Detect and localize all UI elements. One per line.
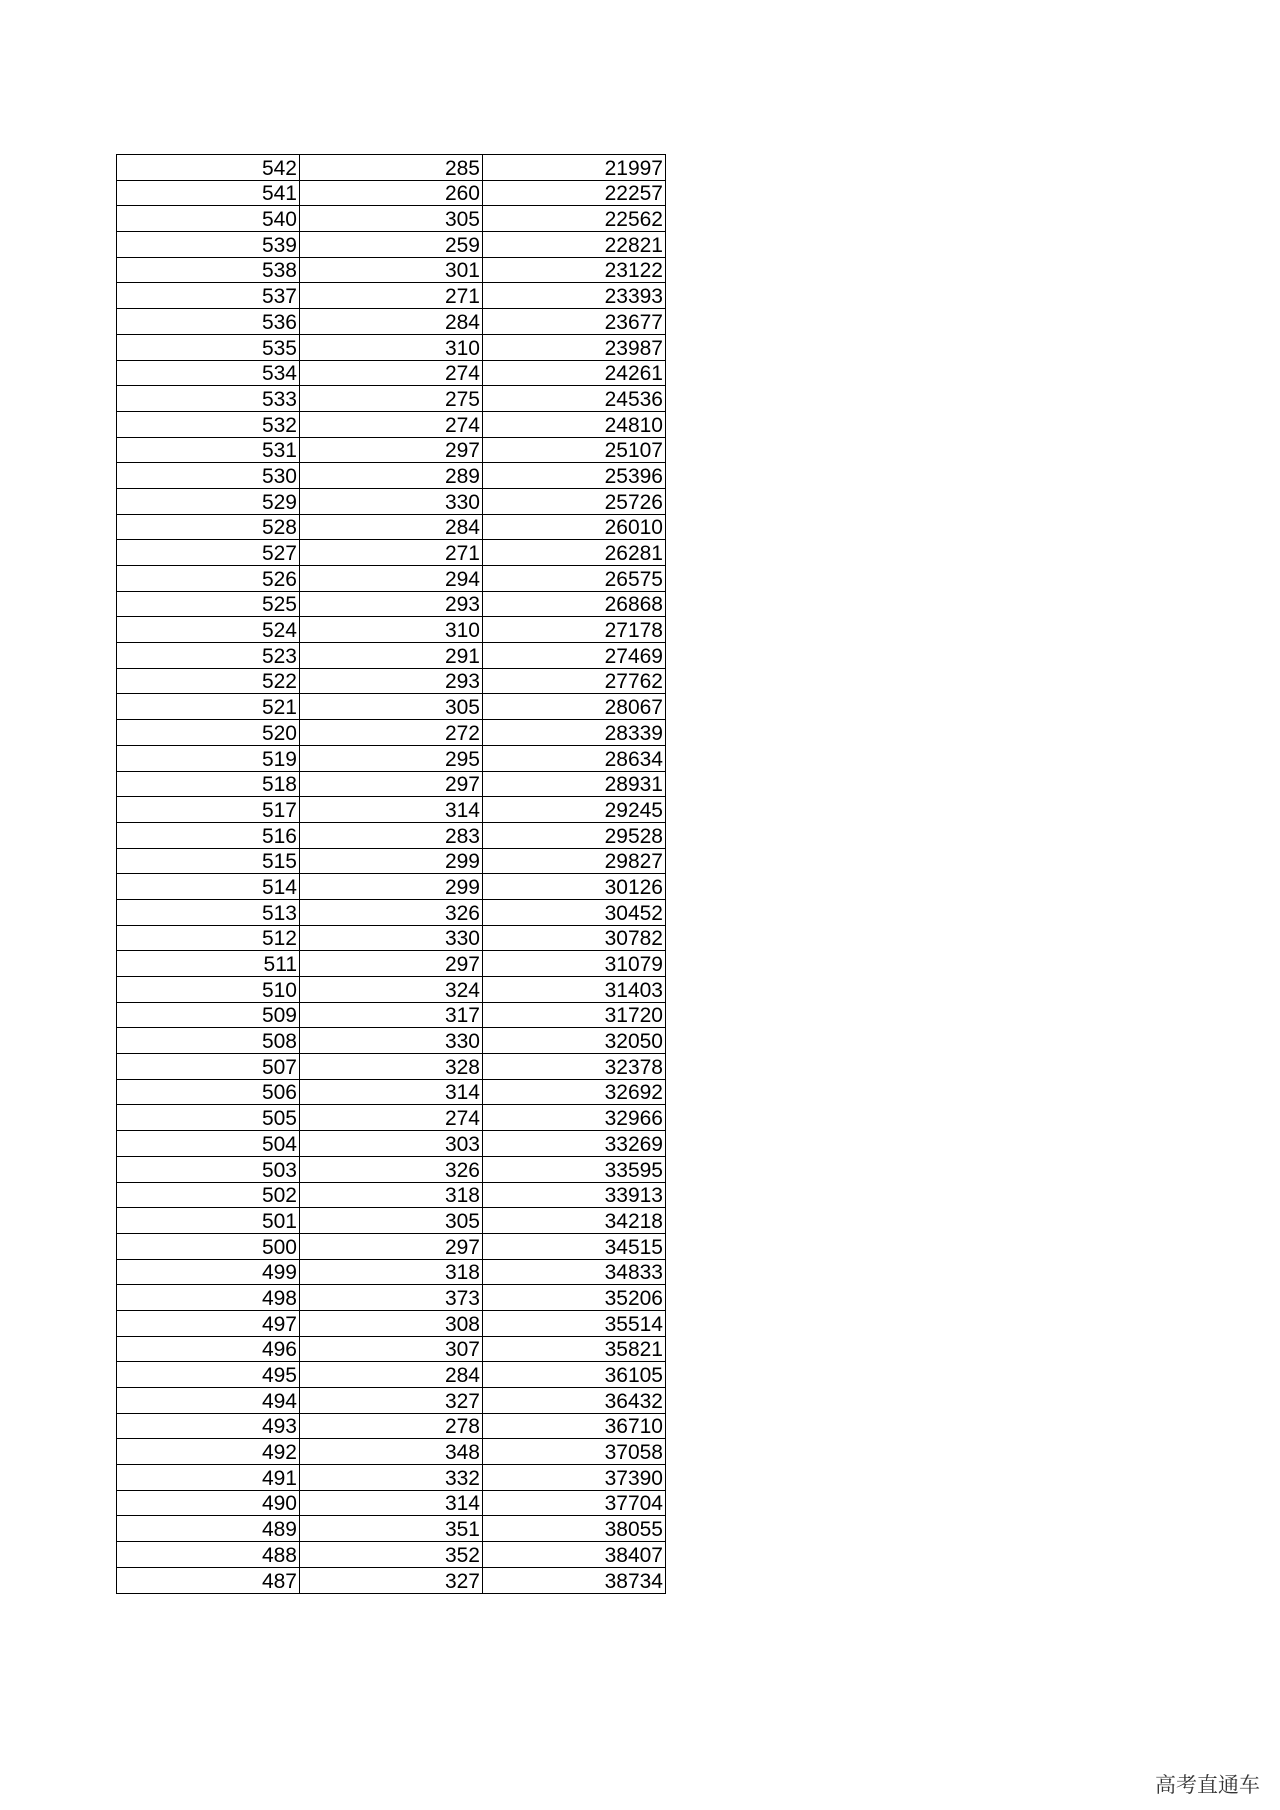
table-row xyxy=(117,283,666,309)
count-cell: 283 xyxy=(300,822,483,848)
count-cell: 327 xyxy=(300,1388,483,1414)
score-cell: 539 xyxy=(117,232,300,258)
score-cell: 511 xyxy=(117,951,300,977)
table-row xyxy=(117,745,666,771)
table-row xyxy=(117,309,666,335)
cumulative-cell: 32378 xyxy=(483,1054,666,1080)
cumulative-cell: 23677 xyxy=(483,309,666,335)
count-cell: 318 xyxy=(300,1259,483,1285)
count-cell: 326 xyxy=(300,899,483,925)
cumulative-cell: 34218 xyxy=(483,1208,666,1234)
score-cell: 499 xyxy=(117,1259,300,1285)
cumulative-cell: 25396 xyxy=(483,463,666,489)
count-cell: 284 xyxy=(300,309,483,335)
score-cell: 515 xyxy=(117,848,300,874)
count-cell: 327 xyxy=(300,1567,483,1593)
cumulative-cell: 24810 xyxy=(483,411,666,437)
score-cell: 510 xyxy=(117,977,300,1003)
score-cell: 490 xyxy=(117,1490,300,1516)
cumulative-cell: 32050 xyxy=(483,1028,666,1054)
score-cell: 518 xyxy=(117,771,300,797)
score-cell: 509 xyxy=(117,1002,300,1028)
table-row xyxy=(117,1567,666,1593)
cumulative-cell: 38734 xyxy=(483,1567,666,1593)
score-cell: 534 xyxy=(117,360,300,386)
cumulative-cell: 28931 xyxy=(483,771,666,797)
cumulative-cell: 32966 xyxy=(483,1105,666,1131)
table-row xyxy=(117,925,666,951)
count-cell: 274 xyxy=(300,360,483,386)
count-cell: 297 xyxy=(300,771,483,797)
cumulative-cell: 31720 xyxy=(483,1002,666,1028)
table-row xyxy=(117,540,666,566)
score-cell: 538 xyxy=(117,257,300,283)
count-cell: 259 xyxy=(300,232,483,258)
table-row xyxy=(117,488,666,514)
score-cell: 524 xyxy=(117,617,300,643)
count-cell: 299 xyxy=(300,874,483,900)
count-cell: 308 xyxy=(300,1310,483,1336)
table-row xyxy=(117,1439,666,1465)
table-row xyxy=(117,1131,666,1157)
score-cell: 508 xyxy=(117,1028,300,1054)
table-row xyxy=(117,848,666,874)
cumulative-cell: 23393 xyxy=(483,283,666,309)
score-cell: 513 xyxy=(117,899,300,925)
table-row xyxy=(117,1054,666,1080)
cumulative-cell: 26868 xyxy=(483,591,666,617)
score-cell: 488 xyxy=(117,1542,300,1568)
table-row xyxy=(117,566,666,592)
score-distribution-table xyxy=(116,154,666,1594)
cumulative-cell: 29528 xyxy=(483,822,666,848)
table-row xyxy=(117,1516,666,1542)
score-cell: 526 xyxy=(117,566,300,592)
cumulative-cell: 31403 xyxy=(483,977,666,1003)
count-cell: 274 xyxy=(300,1105,483,1131)
score-cell: 527 xyxy=(117,540,300,566)
cumulative-cell: 38055 xyxy=(483,1516,666,1542)
count-cell: 284 xyxy=(300,1362,483,1388)
count-cell: 297 xyxy=(300,951,483,977)
count-cell: 324 xyxy=(300,977,483,1003)
table-row xyxy=(117,206,666,232)
cumulative-cell: 34515 xyxy=(483,1233,666,1259)
table-row xyxy=(117,668,666,694)
score-cell: 541 xyxy=(117,180,300,206)
table-row xyxy=(117,232,666,258)
table-row xyxy=(117,437,666,463)
table-row xyxy=(117,617,666,643)
count-cell: 314 xyxy=(300,797,483,823)
cumulative-cell: 24536 xyxy=(483,386,666,412)
cumulative-cell: 33913 xyxy=(483,1182,666,1208)
table-body xyxy=(117,155,666,1594)
table-row xyxy=(117,411,666,437)
score-cell: 540 xyxy=(117,206,300,232)
table-row xyxy=(117,1310,666,1336)
score-cell: 504 xyxy=(117,1131,300,1157)
count-cell: 297 xyxy=(300,1233,483,1259)
table-row xyxy=(117,1208,666,1234)
cumulative-cell: 37704 xyxy=(483,1490,666,1516)
count-cell: 291 xyxy=(300,643,483,669)
table-row xyxy=(117,1233,666,1259)
table-row xyxy=(117,822,666,848)
count-cell: 326 xyxy=(300,1156,483,1182)
count-cell: 289 xyxy=(300,463,483,489)
score-cell: 505 xyxy=(117,1105,300,1131)
count-cell: 293 xyxy=(300,591,483,617)
score-cell: 507 xyxy=(117,1054,300,1080)
count-cell: 348 xyxy=(300,1439,483,1465)
score-cell: 496 xyxy=(117,1336,300,1362)
cumulative-cell: 27762 xyxy=(483,668,666,694)
score-cell: 535 xyxy=(117,334,300,360)
count-cell: 332 xyxy=(300,1465,483,1491)
count-cell: 285 xyxy=(300,155,483,181)
cumulative-cell: 26281 xyxy=(483,540,666,566)
table-row xyxy=(117,694,666,720)
count-cell: 373 xyxy=(300,1285,483,1311)
table-row xyxy=(117,1259,666,1285)
count-cell: 314 xyxy=(300,1490,483,1516)
count-cell: 299 xyxy=(300,848,483,874)
cumulative-cell: 22821 xyxy=(483,232,666,258)
cumulative-cell: 22257 xyxy=(483,180,666,206)
cumulative-cell: 36710 xyxy=(483,1413,666,1439)
score-cell: 528 xyxy=(117,514,300,540)
cumulative-cell: 25107 xyxy=(483,437,666,463)
cumulative-cell: 37390 xyxy=(483,1465,666,1491)
count-cell: 330 xyxy=(300,925,483,951)
table-row xyxy=(117,180,666,206)
table-row xyxy=(117,977,666,1003)
score-cell: 500 xyxy=(117,1233,300,1259)
count-cell: 297 xyxy=(300,437,483,463)
table-row xyxy=(117,899,666,925)
table-row xyxy=(117,591,666,617)
table-row xyxy=(117,1105,666,1131)
count-cell: 303 xyxy=(300,1131,483,1157)
score-cell: 536 xyxy=(117,309,300,335)
score-cell: 537 xyxy=(117,283,300,309)
cumulative-cell: 23122 xyxy=(483,257,666,283)
score-cell: 523 xyxy=(117,643,300,669)
count-cell: 305 xyxy=(300,1208,483,1234)
watermark-text: 高考直通车 xyxy=(1155,1773,1260,1797)
score-cell: 519 xyxy=(117,745,300,771)
table-row xyxy=(117,771,666,797)
table-row xyxy=(117,720,666,746)
score-cell: 494 xyxy=(117,1388,300,1414)
cumulative-cell: 35514 xyxy=(483,1310,666,1336)
count-cell: 310 xyxy=(300,617,483,643)
table-row xyxy=(117,1079,666,1105)
score-cell: 532 xyxy=(117,411,300,437)
score-cell: 516 xyxy=(117,822,300,848)
score-cell: 512 xyxy=(117,925,300,951)
cumulative-cell: 28634 xyxy=(483,745,666,771)
table-row xyxy=(117,1465,666,1491)
score-cell: 522 xyxy=(117,668,300,694)
score-cell: 491 xyxy=(117,1465,300,1491)
table-row xyxy=(117,1490,666,1516)
score-cell: 489 xyxy=(117,1516,300,1542)
cumulative-cell: 33269 xyxy=(483,1131,666,1157)
table-row xyxy=(117,463,666,489)
score-cell: 502 xyxy=(117,1182,300,1208)
score-cell: 542 xyxy=(117,155,300,181)
count-cell: 294 xyxy=(300,566,483,592)
cumulative-cell: 28067 xyxy=(483,694,666,720)
count-cell: 351 xyxy=(300,1516,483,1542)
cumulative-cell: 29245 xyxy=(483,797,666,823)
count-cell: 330 xyxy=(300,488,483,514)
cumulative-cell: 37058 xyxy=(483,1439,666,1465)
table-row xyxy=(117,334,666,360)
count-cell: 260 xyxy=(300,180,483,206)
cumulative-cell: 26010 xyxy=(483,514,666,540)
count-cell: 307 xyxy=(300,1336,483,1362)
cumulative-cell: 34833 xyxy=(483,1259,666,1285)
table-row xyxy=(117,386,666,412)
score-cell: 531 xyxy=(117,437,300,463)
table-row xyxy=(117,1362,666,1388)
cumulative-cell: 35206 xyxy=(483,1285,666,1311)
count-cell: 275 xyxy=(300,386,483,412)
cumulative-cell: 22562 xyxy=(483,206,666,232)
count-cell: 314 xyxy=(300,1079,483,1105)
cumulative-cell: 24261 xyxy=(483,360,666,386)
score-cell: 530 xyxy=(117,463,300,489)
table-row xyxy=(117,797,666,823)
table-row xyxy=(117,1336,666,1362)
count-cell: 284 xyxy=(300,514,483,540)
table-row xyxy=(117,1002,666,1028)
cumulative-cell: 30782 xyxy=(483,925,666,951)
table-row xyxy=(117,951,666,977)
table-row xyxy=(117,514,666,540)
table-row xyxy=(117,1156,666,1182)
count-cell: 272 xyxy=(300,720,483,746)
score-cell: 520 xyxy=(117,720,300,746)
table-row xyxy=(117,1182,666,1208)
table-row xyxy=(117,1388,666,1414)
count-cell: 305 xyxy=(300,206,483,232)
cumulative-cell: 23987 xyxy=(483,334,666,360)
cumulative-cell: 21997 xyxy=(483,155,666,181)
score-cell: 517 xyxy=(117,797,300,823)
cumulative-cell: 32692 xyxy=(483,1079,666,1105)
score-cell: 533 xyxy=(117,386,300,412)
table-row xyxy=(117,1285,666,1311)
count-cell: 293 xyxy=(300,668,483,694)
count-cell: 271 xyxy=(300,540,483,566)
cumulative-cell: 33595 xyxy=(483,1156,666,1182)
count-cell: 278 xyxy=(300,1413,483,1439)
table-row xyxy=(117,643,666,669)
count-cell: 352 xyxy=(300,1542,483,1568)
score-cell: 503 xyxy=(117,1156,300,1182)
score-cell: 529 xyxy=(117,488,300,514)
cumulative-cell: 36432 xyxy=(483,1388,666,1414)
cumulative-cell: 27469 xyxy=(483,643,666,669)
score-cell: 487 xyxy=(117,1567,300,1593)
cumulative-cell: 30126 xyxy=(483,874,666,900)
count-cell: 318 xyxy=(300,1182,483,1208)
cumulative-cell: 26575 xyxy=(483,566,666,592)
cumulative-cell: 30452 xyxy=(483,899,666,925)
table-row xyxy=(117,155,666,181)
score-cell: 495 xyxy=(117,1362,300,1388)
score-cell: 492 xyxy=(117,1439,300,1465)
table-row xyxy=(117,257,666,283)
table-row xyxy=(117,1542,666,1568)
count-cell: 328 xyxy=(300,1054,483,1080)
score-cell: 501 xyxy=(117,1208,300,1234)
cumulative-cell: 29827 xyxy=(483,848,666,874)
count-cell: 310 xyxy=(300,334,483,360)
score-cell: 514 xyxy=(117,874,300,900)
count-cell: 301 xyxy=(300,257,483,283)
score-cell: 498 xyxy=(117,1285,300,1311)
count-cell: 295 xyxy=(300,745,483,771)
table-row xyxy=(117,1413,666,1439)
count-cell: 305 xyxy=(300,694,483,720)
count-cell: 330 xyxy=(300,1028,483,1054)
table-row xyxy=(117,874,666,900)
cumulative-cell: 38407 xyxy=(483,1542,666,1568)
score-cell: 493 xyxy=(117,1413,300,1439)
score-cell: 497 xyxy=(117,1310,300,1336)
count-cell: 274 xyxy=(300,411,483,437)
cumulative-cell: 25726 xyxy=(483,488,666,514)
cumulative-cell: 36105 xyxy=(483,1362,666,1388)
table-row xyxy=(117,360,666,386)
count-cell: 271 xyxy=(300,283,483,309)
count-cell: 317 xyxy=(300,1002,483,1028)
score-cell: 506 xyxy=(117,1079,300,1105)
cumulative-cell: 31079 xyxy=(483,951,666,977)
cumulative-cell: 35821 xyxy=(483,1336,666,1362)
cumulative-cell: 27178 xyxy=(483,617,666,643)
cumulative-cell: 28339 xyxy=(483,720,666,746)
score-cell: 521 xyxy=(117,694,300,720)
table-row xyxy=(117,1028,666,1054)
score-cell: 525 xyxy=(117,591,300,617)
